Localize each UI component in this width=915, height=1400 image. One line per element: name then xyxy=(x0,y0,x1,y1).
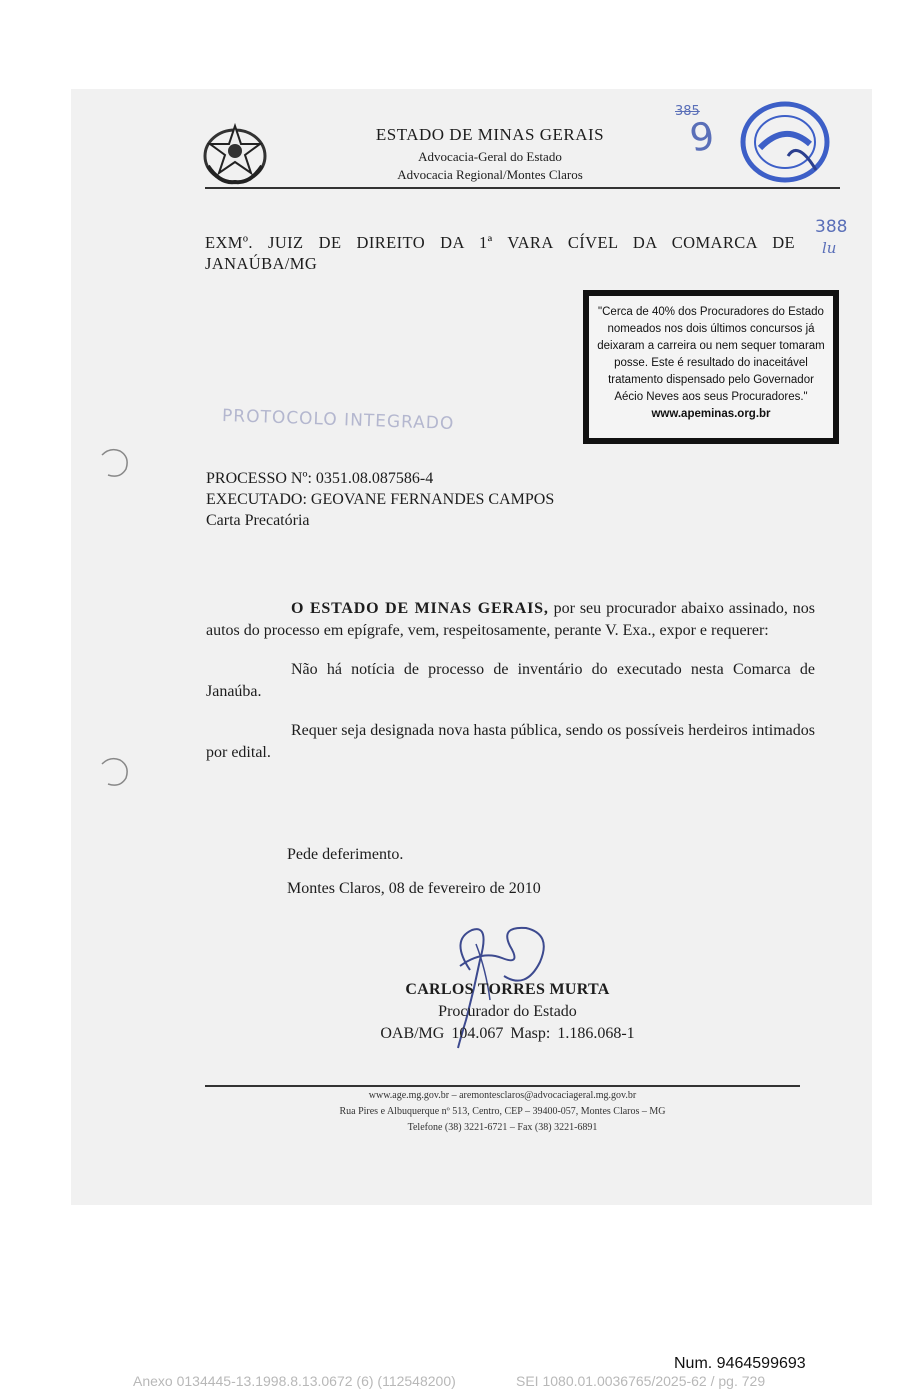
paragraph-1-text: por seu procurador abaixo assinado, nos autos do processo em epígrafe, vem, respeitosamente, perante V. Exa., expor e requerer: xyxy=(206,600,815,639)
handwritten-page-number: 9 xyxy=(687,113,718,161)
footer-contact-web: www.age.mg.gov.br – aremontesclaros@advocaciageral.mg.gov.br xyxy=(368,1090,637,1101)
process-info xyxy=(206,468,554,531)
closing xyxy=(287,838,541,906)
punch-hole-top xyxy=(96,443,136,483)
secretariat-round-stamp xyxy=(738,100,832,184)
petition-body xyxy=(206,598,815,781)
signatory-name: CARLOS TORRES MURTA xyxy=(405,981,610,998)
party-name: O ESTADO DE MINAS GERAIS, xyxy=(291,600,549,617)
process-type: Carta Precatória xyxy=(206,512,310,529)
executado-name: EXECUTADO: GEOVANE FERNANDES CAMPOS xyxy=(206,491,555,508)
document-number: Num. 9464599693 xyxy=(674,1355,806,1372)
paragraph-3: Requer seja designada nova hasta pública, sendo os possíveis herdeiros intimados por edital. xyxy=(206,722,815,761)
handwritten-folio-number: 388 xyxy=(815,217,848,237)
handwritten-initials: lu xyxy=(822,239,837,257)
handwritten-page-number-struck: 385 xyxy=(675,104,700,119)
signatory-registration: OAB/MG 104.067 Masp: 1.186.068-1 xyxy=(380,1025,635,1042)
notice-url: www.apeminas.org.br xyxy=(651,408,771,420)
sei-page-reference: SEI 1080.01.0036765/2025-62 / pg. 729 xyxy=(516,1373,766,1389)
closing-request: Pede deferimento. xyxy=(287,846,404,863)
footer-address: Rua Pires e Albuquerque nº 513, Centro, CEP – 39400-057, Montes Claros – MG xyxy=(339,1106,666,1117)
protocolo-integrado-stamp: PROTOCOLO INTEGRADO xyxy=(221,405,455,435)
punch-hole-bottom xyxy=(96,752,136,792)
header-subtitle-regional: Advocacia Regional/Montes Claros xyxy=(397,167,583,182)
coat-of-arms-emblem xyxy=(200,118,270,188)
annex-reference: Anexo 0134445-13.1998.8.13.0672 (6) (112548200) xyxy=(133,1373,456,1389)
paragraph-2: Não há notícia de processo de inventário do executado nesta Comarca de Janaúba. xyxy=(206,661,815,700)
addressee: EXMº. JUIZ DE DIREITO DA 1ª VARA CÍVEL DA COMARCA DE JANAÚBA/MG xyxy=(205,233,795,273)
footer-phone: Telefone (38) 3221-6721 – Fax (38) 3221-6891 xyxy=(407,1122,598,1133)
signatory-role: Procurador do Estado xyxy=(438,1003,577,1020)
footer-divider xyxy=(205,1085,800,1087)
paragraph-1 xyxy=(206,598,815,642)
header-title: ESTADO DE MINAS GERAIS xyxy=(375,125,605,144)
apeminas-notice-box xyxy=(583,290,839,444)
header-divider xyxy=(205,187,840,189)
place-and-date: Montes Claros, 08 de fevereiro de 2010 xyxy=(287,880,541,897)
header-subtitle-agency: Advocacia-Geral do Estado xyxy=(418,149,562,164)
process-number: PROCESSO Nº: 0351.08.087586-4 xyxy=(206,470,434,487)
notice-text: "Cerca de 40% dos Procuradores do Estado nomeados nos dois últimos concursos já deixaram a carreira ou nem sequer tomaram posse. Este é resultado do inaceitável tratamento dispensado pelo Governador Aécio Neves aos seus Procuradores." xyxy=(597,306,825,403)
